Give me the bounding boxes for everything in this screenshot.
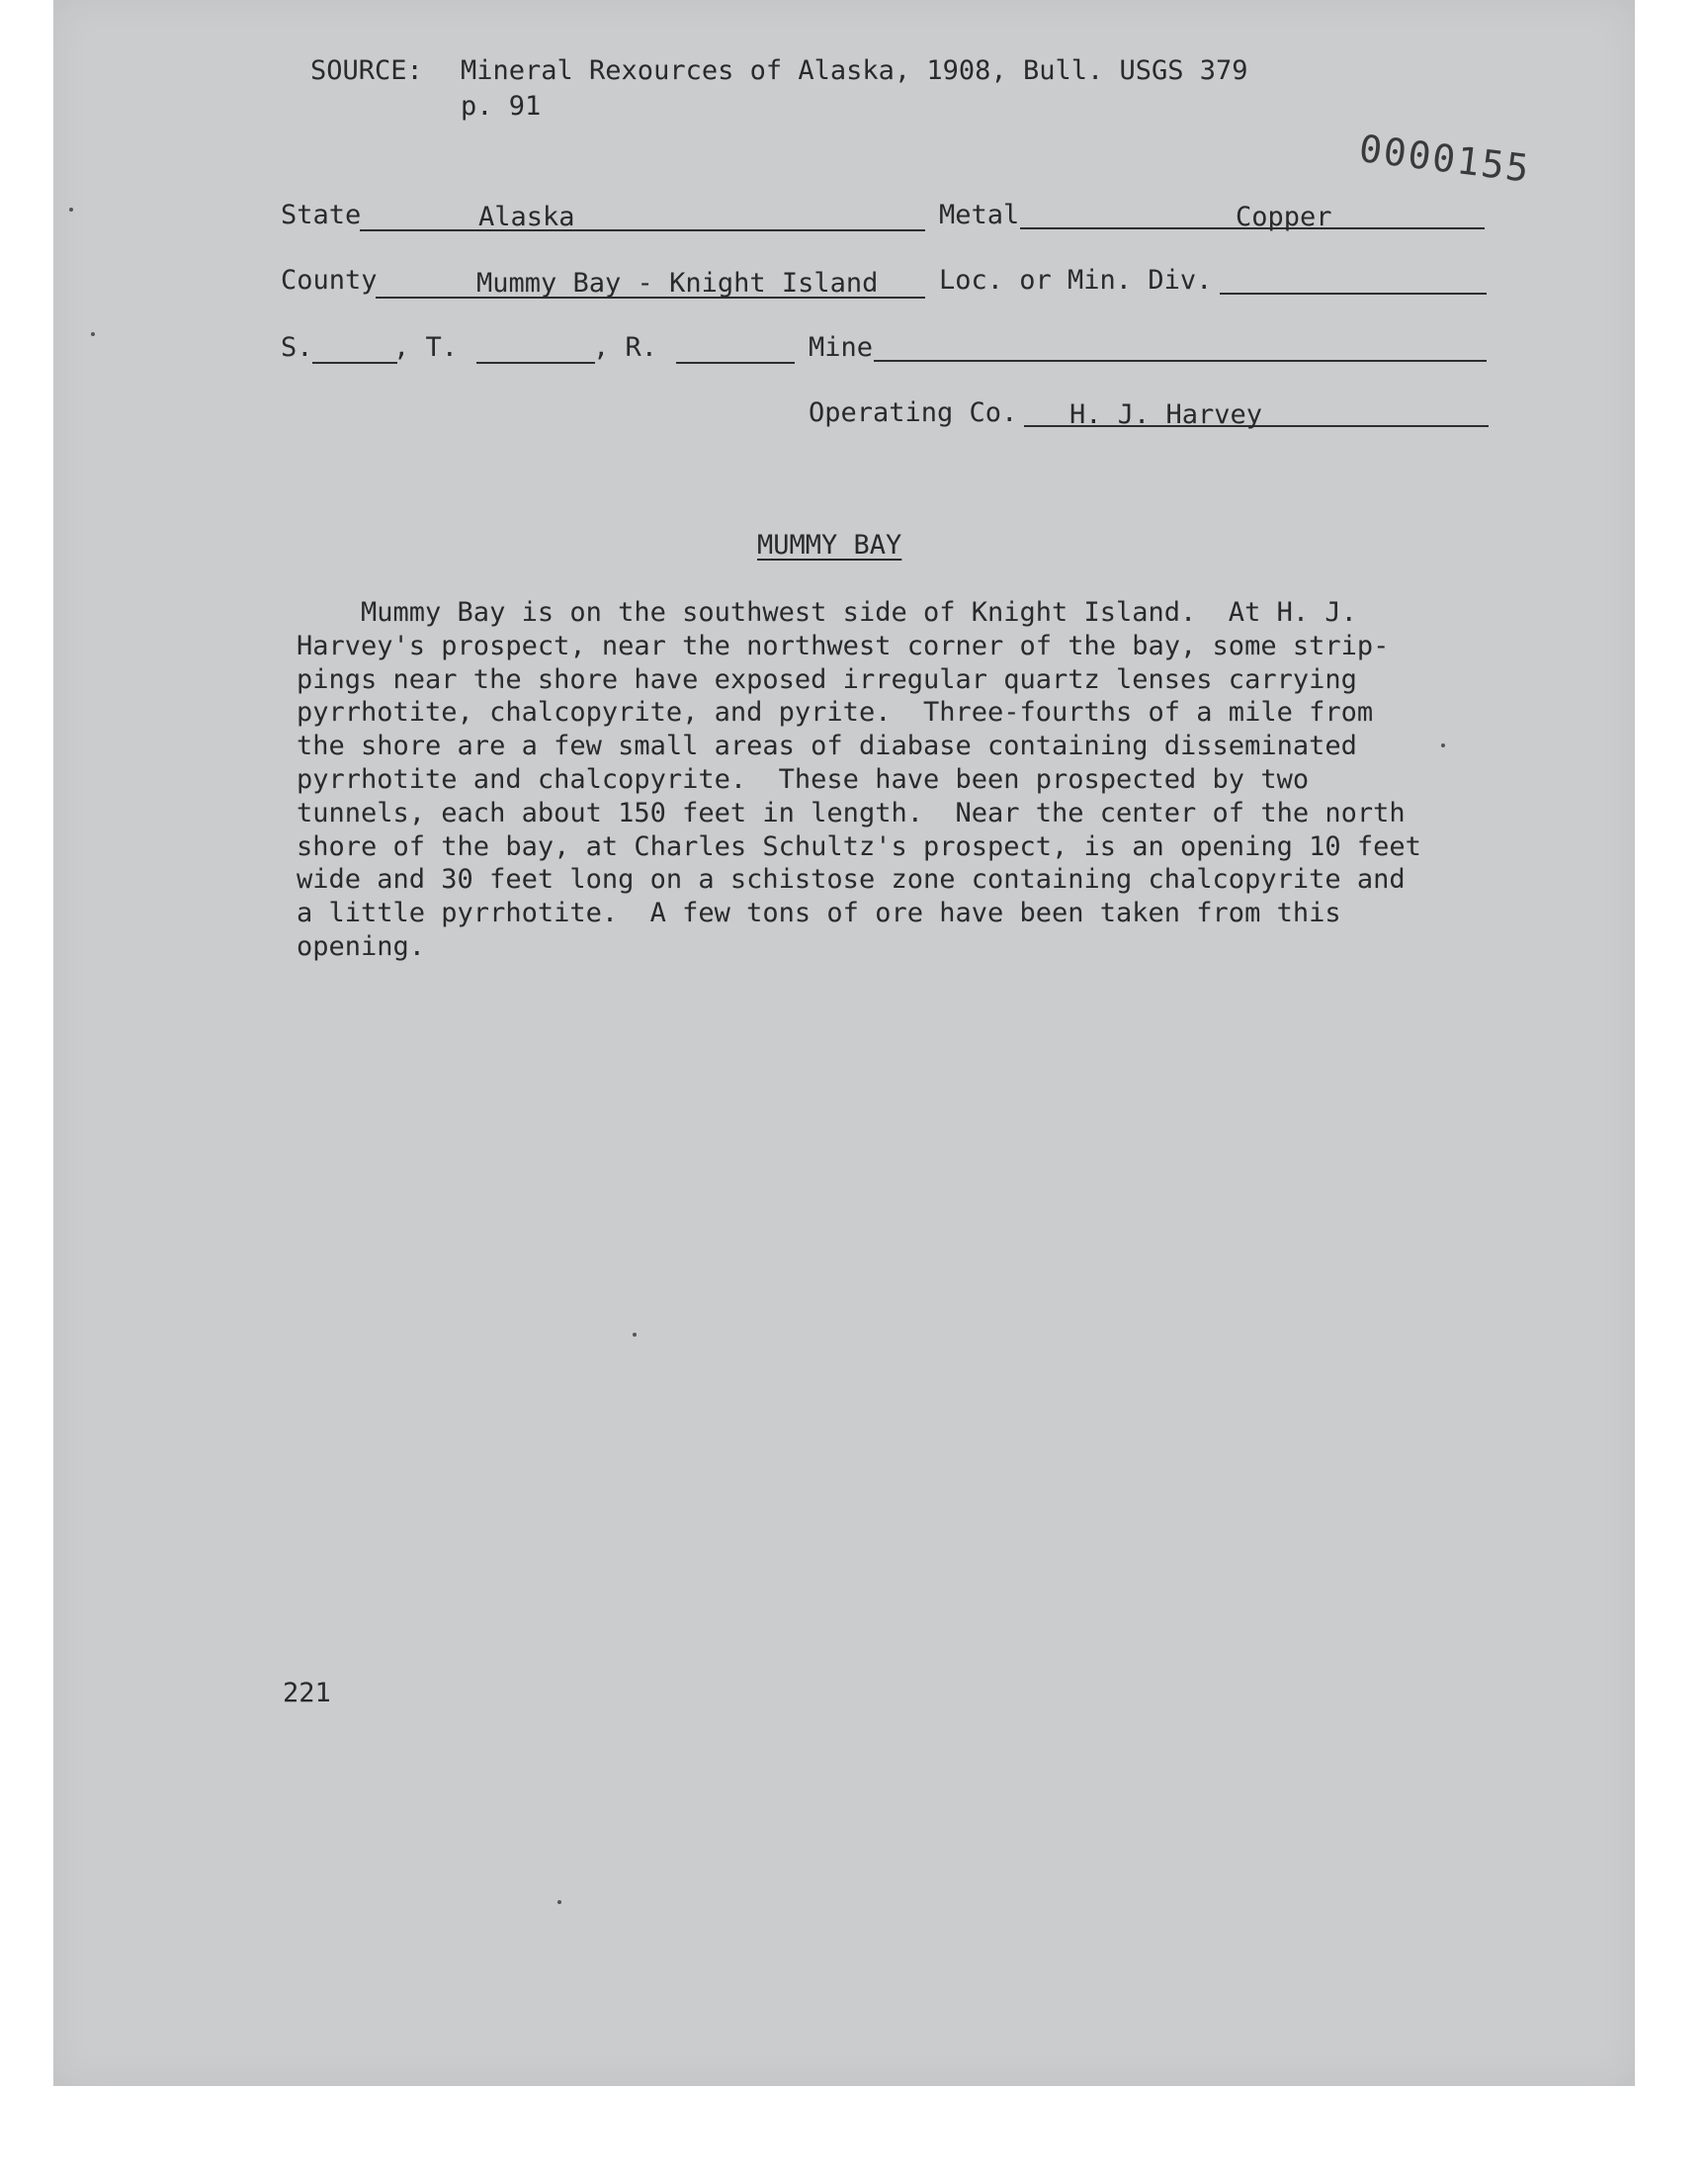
mine-label: Mine (809, 332, 874, 363)
operating-co-value: H. J. Harvey (1069, 399, 1263, 430)
state-label: State (281, 200, 362, 230)
state-underline (360, 229, 925, 231)
body-line: Mummy Bay is on the southwest side of Knight Island. At H. J. (297, 597, 1357, 628)
body-line: opening. (297, 930, 426, 962)
metal-label: Metal (939, 200, 1020, 230)
body-line: the shore are a few small areas of diabase containing disseminated (297, 731, 1357, 762)
section-heading: MUMMY BAY (757, 530, 902, 561)
document-page (53, 0, 1635, 2086)
scan-speck (69, 208, 73, 212)
range-underline (676, 362, 795, 364)
source-page: p. 91 (461, 91, 542, 122)
body-line: tunnels, each about 150 feet in length. Near the center of the north (297, 797, 1406, 828)
body-line: pings near the shore have exposed irregular quartz lenses carrying (297, 663, 1357, 695)
county-label: County (281, 265, 378, 296)
source-citation: Mineral Rexources of Alaska, 1908, Bull. USGS 379 (461, 55, 1248, 86)
loc-underline (1220, 293, 1487, 295)
body-line: wide and 30 feet long on a schistose zone containing chalcopyrite and (297, 864, 1406, 896)
body-line: pyrrhotite and chalcopyrite. These have been prospected by two (297, 763, 1310, 795)
scan-speck (557, 1900, 561, 1904)
scan-speck (633, 1333, 637, 1337)
township-label: , T. (393, 332, 459, 363)
mine-underline (874, 360, 1487, 362)
body-paragraph (297, 596, 1483, 964)
body-line: pyrrhotite, chalcopyrite, and pyrite. Three-fourths of a mile from (297, 697, 1374, 729)
metal-value: Copper (1236, 202, 1332, 232)
scan-speck (1441, 743, 1445, 747)
document-number-stamp: 0000155 (1356, 127, 1533, 191)
section-label: S. (281, 332, 313, 363)
section-underline (312, 362, 397, 364)
body-line: shore of the bay, at Charles Schultz's prospect, is an opening 10 feet (297, 830, 1421, 862)
scan-speck (91, 332, 95, 336)
range-label: , R. (593, 332, 658, 363)
operating-co-label: Operating Co. (809, 397, 1018, 428)
body-line: Harvey's prospect, near the northwest corner of the bay, some strip- (297, 630, 1390, 661)
township-underline (476, 362, 595, 364)
source-label: SOURCE: (310, 55, 423, 86)
body-line: a little pyrrhotite. A few tons of ore have been taken from this (297, 898, 1341, 929)
page-number: 221 (283, 1678, 331, 1708)
state-value: Alaska (478, 202, 575, 232)
loc-label: Loc. or Min. Div. (939, 265, 1213, 296)
county-value: Mummy Bay - Knight Island (476, 268, 879, 299)
